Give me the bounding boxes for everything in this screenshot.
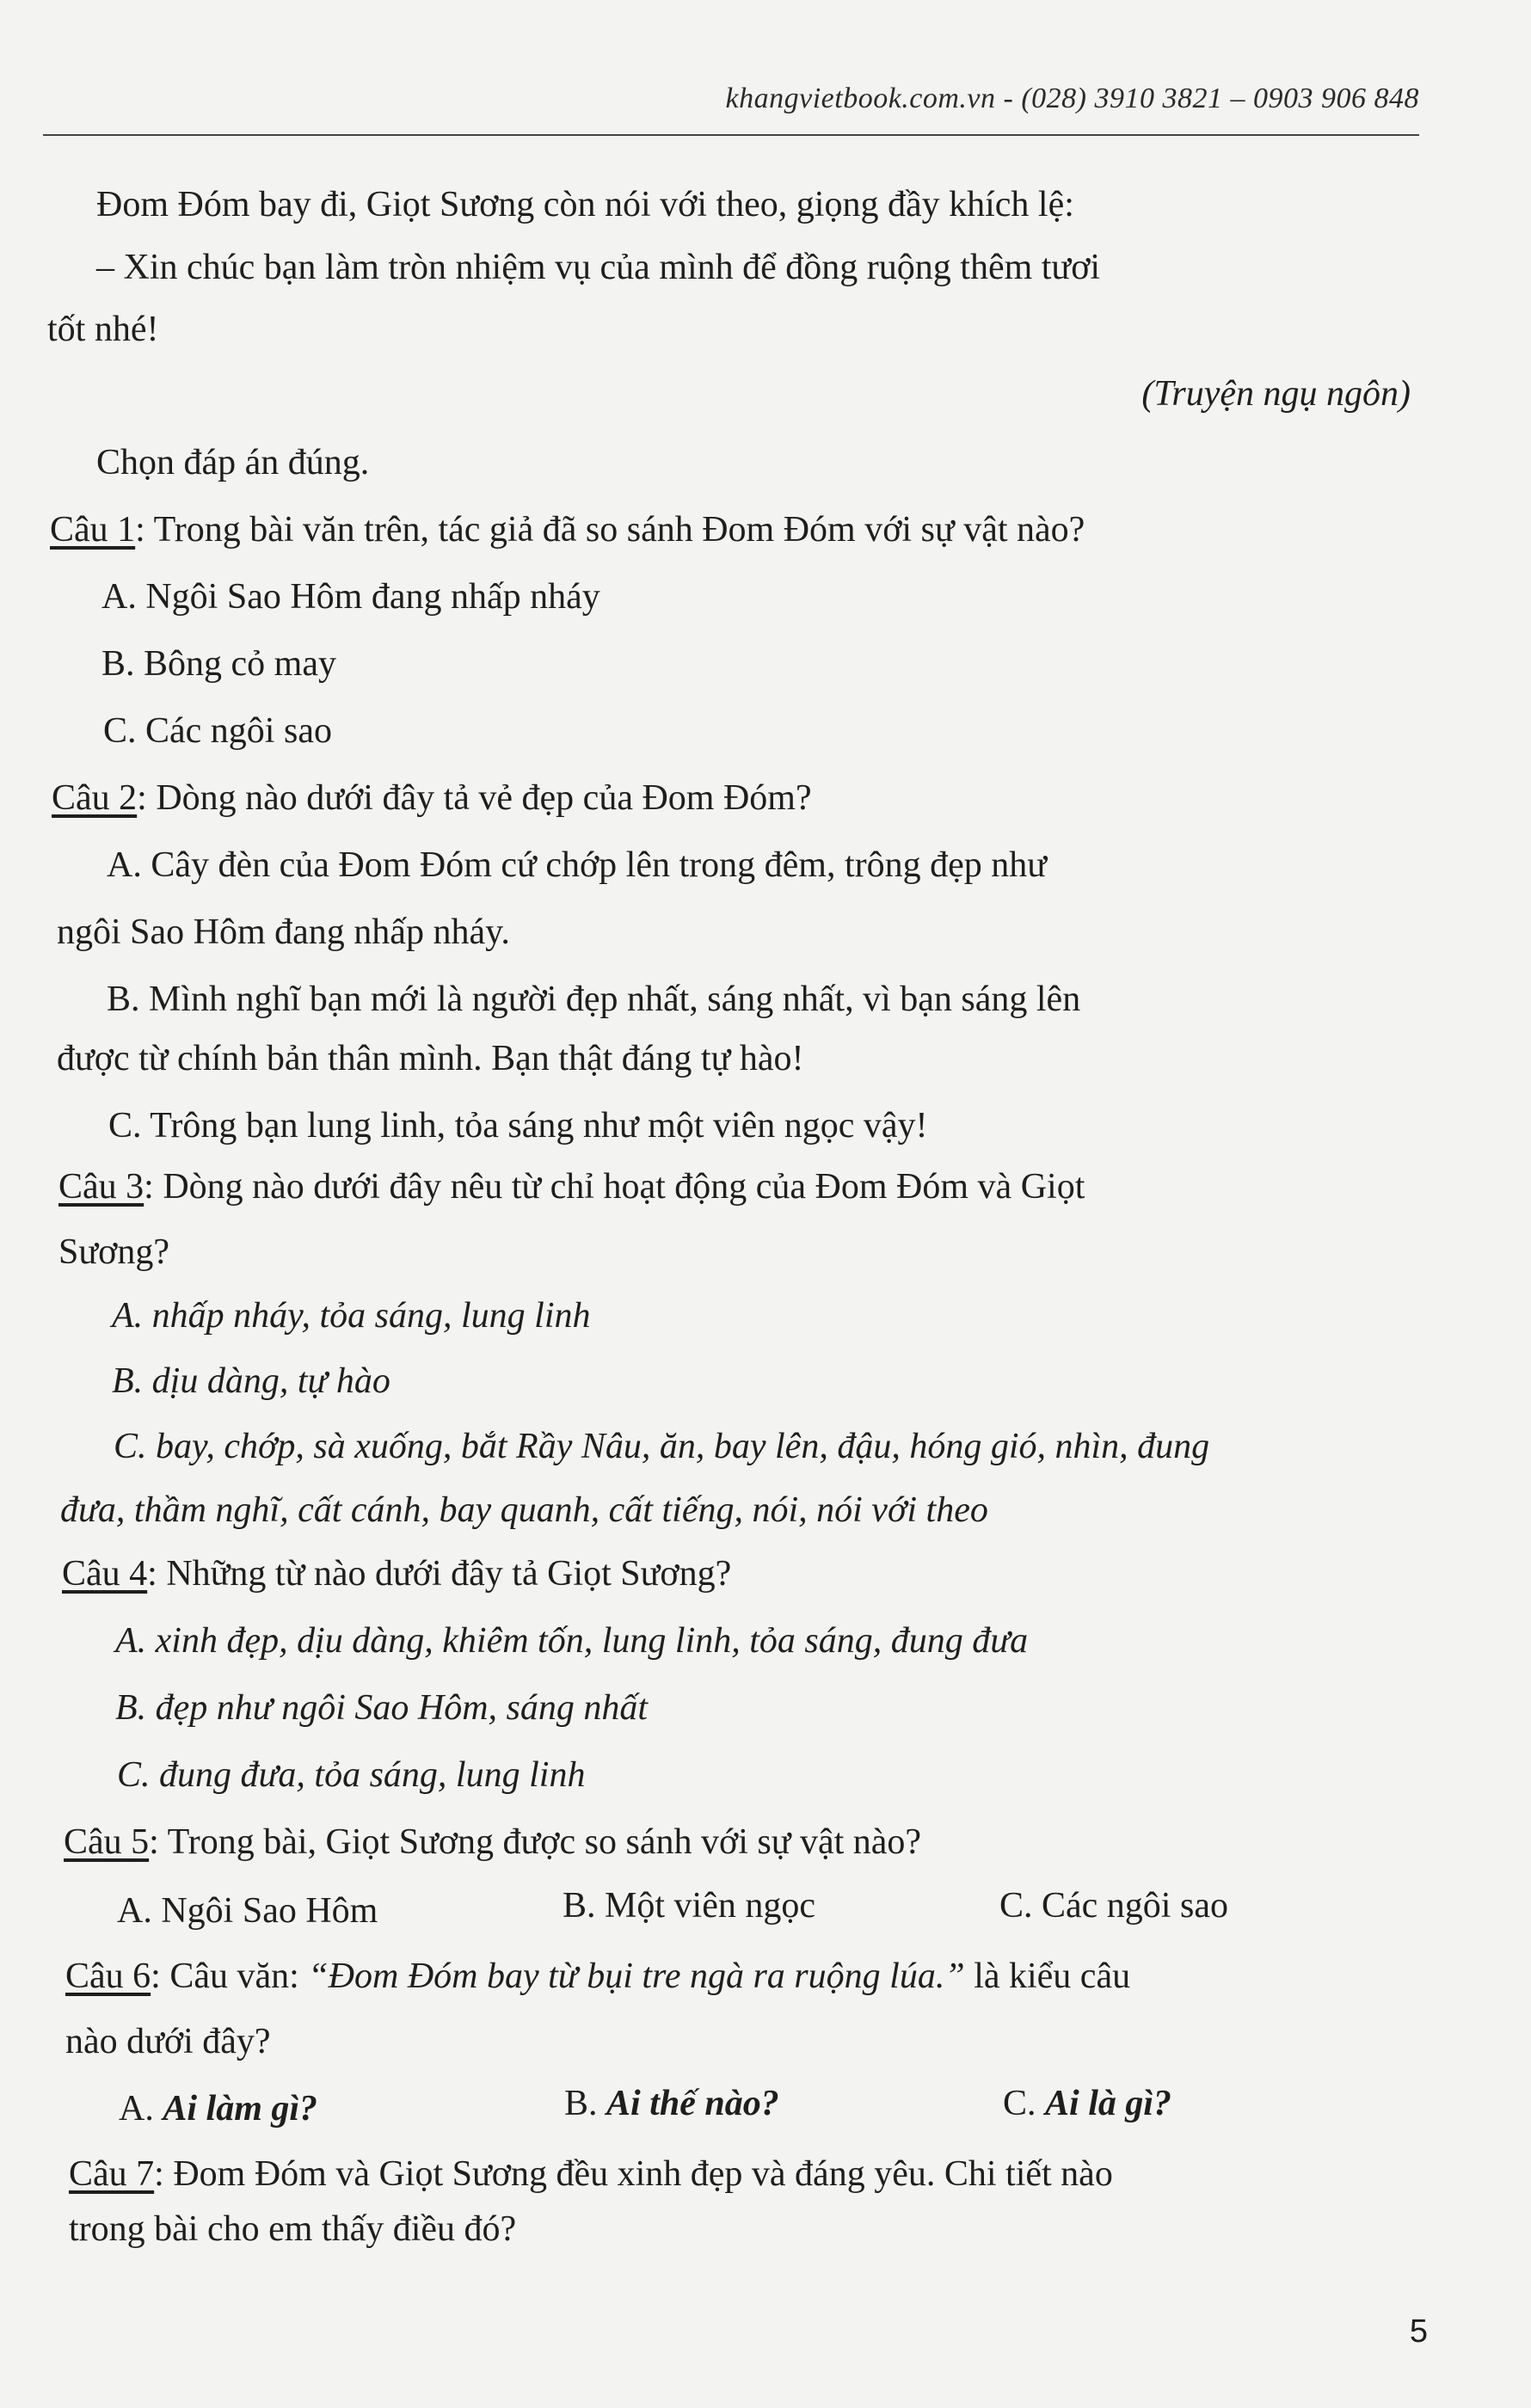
question-7-cont: trong bài cho em thấy điều đó?: [69, 2209, 517, 2249]
page-header: khangvietbook.com.vn - (028) 3910 3821 – 0903 906 848: [725, 83, 1419, 114]
q4-option-c: C. đung đưa, tỏa sáng, lung linh: [117, 1755, 586, 1795]
question-label: Câu 5: [64, 1822, 150, 1862]
q4-option-b: B. đẹp như ngôi Sao Hôm, sáng nhất: [115, 1688, 649, 1728]
page-number: 5: [1409, 2313, 1428, 2350]
question-label: Câu 6: [65, 1956, 151, 1996]
story-source: (Truyện ngụ ngôn): [1141, 374, 1411, 414]
story-line: Đom Đóm bay đi, Giọt Sương còn nói với theo, giọng đầy khích lệ:: [96, 185, 1074, 224]
question-text: : Trong bài văn trên, tác giả đã so sánh Đom Đóm với sự vật nào?: [135, 510, 1085, 550]
instruction: Chọn đáp án đúng.: [96, 443, 370, 482]
q6-option-b: [564, 2081, 779, 2126]
question-5: [64, 1820, 921, 1864]
question-text: : Những từ nào dưới đây tả Giọt Sương?: [147, 1554, 732, 1594]
q1-option-b: B. Bông cỏ may: [101, 644, 336, 684]
question-text: : Đom Đóm và Giọt Sương đều xinh đẹp và đáng yêu. Chi tiết nào: [154, 2154, 1113, 2194]
q3-option-a: A. nhấp nháy, tỏa sáng, lung linh: [112, 1296, 591, 1336]
q3-option-c: C. bay, chớp, sà xuống, bắt Rầy Nâu, ăn, bay lên, đậu, hóng gió, nhìn, đung: [114, 1427, 1210, 1466]
option-prefix: B.: [564, 2084, 607, 2123]
q2-option-b-cont: được từ chính bản thân mình. Bạn thật đáng tự hào!: [57, 1039, 804, 1078]
option-text: Ai thế nào?: [606, 2084, 779, 2123]
question-text: : Dòng nào dưới đây tả vẻ đẹp của Đom Đóm?: [137, 778, 812, 818]
q2-option-a-cont: ngôi Sao Hôm đang nhấp nháy.: [57, 912, 510, 952]
story-line: – Xin chúc bạn làm tròn nhiệm vụ của mình để đồng ruộng thêm tươi: [96, 248, 1101, 287]
header-rule: [43, 134, 1419, 136]
question-4: [62, 1551, 731, 1596]
q6-option-a: [119, 2086, 317, 2131]
question-6: [65, 1954, 1130, 1999]
question-2: [52, 776, 812, 820]
q5-option-c: C. Các ngôi sao: [999, 1886, 1228, 1926]
q2-option-c: C. Trông bạn lung linh, tỏa sáng như một viên ngọc vậy!: [108, 1106, 928, 1146]
option-prefix: C.: [1003, 2084, 1046, 2123]
q2-option-b: B. Mình nghĩ bạn mới là người đẹp nhất, sáng nhất, vì bạn sáng lên: [107, 980, 1081, 1019]
question-label: Câu 2: [52, 778, 138, 818]
question-label: Câu 7: [69, 2154, 155, 2194]
question-text: : Dòng nào dưới đây nêu từ chỉ hoạt động của Đom Đóm và Giọt: [144, 1167, 1085, 1207]
question-text: : Trong bài, Giọt Sương được so sánh với sự vật nào?: [149, 1822, 922, 1862]
story-line: tốt nhé!: [47, 310, 159, 349]
q6-option-c: [1003, 2081, 1171, 2126]
question-1: [50, 507, 1085, 552]
q1-option-c: C. Các ngôi sao: [103, 711, 332, 751]
question-3: [58, 1164, 1085, 1209]
option-text: Ai là gì?: [1045, 2084, 1172, 2123]
q3-option-b: B. dịu dàng, tự hào: [112, 1361, 390, 1401]
q5-option-a: A. Ngôi Sao Hôm: [117, 1891, 378, 1931]
q4-option-a: A. xinh đẹp, dịu dàng, khiêm tốn, lung linh, tỏa sáng, đung đưa: [115, 1621, 1029, 1661]
option-text: Ai làm gì?: [163, 2089, 318, 2128]
question-label: Câu 4: [62, 1554, 148, 1594]
question-label: Câu 1: [50, 510, 136, 550]
question-label: Câu 3: [58, 1167, 144, 1207]
question-text-end: là kiểu câu: [964, 1956, 1131, 1996]
question-6-cont: nào dưới đây?: [65, 2022, 271, 2061]
q2-option-a: A. Cây đèn của Đom Đóm cứ chớp lên trong đêm, trông đẹp như: [107, 845, 1048, 885]
q1-option-a: A. Ngôi Sao Hôm đang nhấp nháy: [101, 577, 600, 617]
q5-option-b: B. Một viên ngọc: [563, 1886, 815, 1926]
option-prefix: A.: [119, 2089, 163, 2128]
question-7: [69, 2152, 1113, 2196]
q3-option-c-cont: đưa, thầm nghĩ, cất cánh, bay quanh, cất tiếng, nói, nói với theo: [60, 1490, 988, 1530]
question-text: : Câu văn:: [151, 1956, 309, 1996]
question-quote: “Đom Đóm bay từ bụi tre ngà ra ruộng lúa.”: [308, 1956, 965, 1996]
question-3-cont: Sương?: [58, 1232, 169, 1272]
